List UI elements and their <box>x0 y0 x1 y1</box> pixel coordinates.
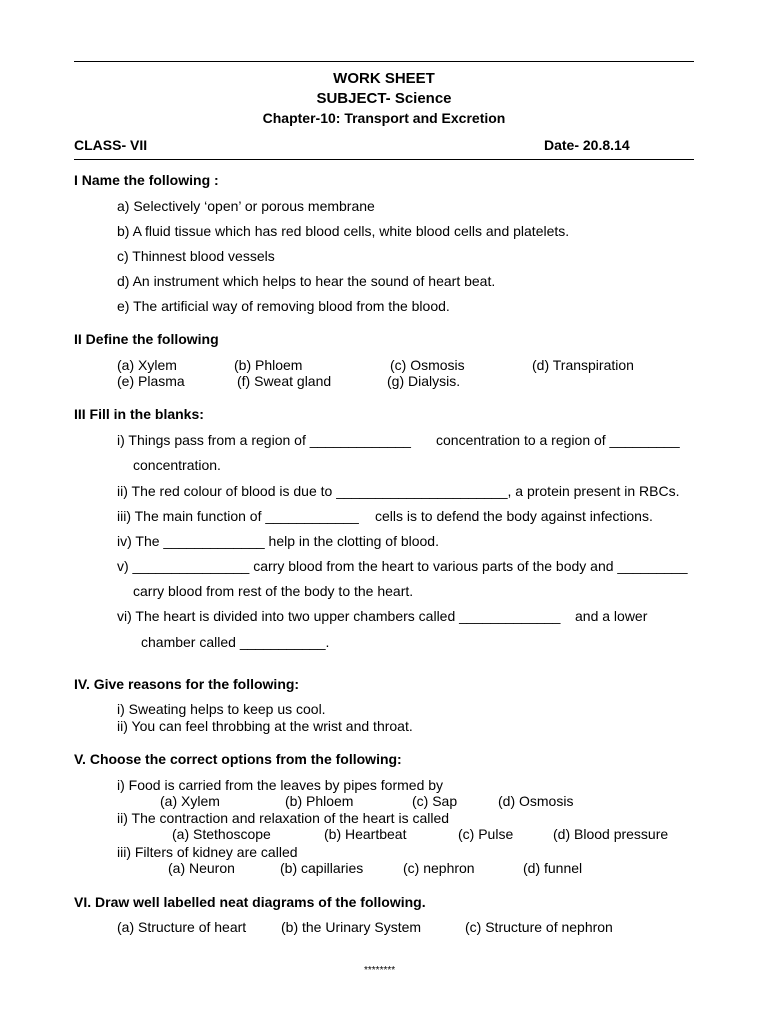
section-3-heading: III Fill in the blanks: <box>74 406 204 422</box>
s5-question-2: ii) The contraction and relaxation of the heart is called <box>117 810 450 826</box>
top-rule <box>74 61 694 62</box>
s6-option: (a) Structure of heart <box>117 919 247 935</box>
subject-line: SUBJECT- Science <box>316 90 452 107</box>
s2-term: (b) Phloem <box>234 357 303 373</box>
s5-question-3: iii) Filters of kidney are called <box>117 844 298 860</box>
s1-item-e: e) The artificial way of removing blood from the blood. <box>117 298 450 314</box>
s3-blank-iii: cells is to defend the body against infections. <box>375 508 653 524</box>
s2-term: (e) Plasma <box>117 373 185 389</box>
s5-option: (a) Xylem <box>160 793 220 809</box>
s3-blank-v: carry blood from rest of the body to the heart. <box>133 583 414 599</box>
worksheet-title: WORK SHEET <box>333 70 435 87</box>
s3-blank-i: i) Things pass from a region of _____________ <box>117 432 411 448</box>
s3-blank-iii: iii) The main function of ____________ <box>117 508 359 524</box>
s4-item: i) Sweating helps to keep us cool. <box>117 701 326 717</box>
s5-option: (d) Osmosis <box>498 793 574 809</box>
s6-option: (b) the Urinary System <box>281 919 422 935</box>
s1-item-b: b) A fluid tissue which has red blood cells, white blood cells and platelets. <box>117 223 570 239</box>
s2-term: (f) Sweat gland <box>237 373 332 389</box>
chapter-line: Chapter-10: Transport and Excretion <box>262 110 506 126</box>
s6-option: (c) Structure of nephron <box>465 919 613 935</box>
s2-term: (g) Dialysis. <box>387 373 461 389</box>
class-label: CLASS- VII <box>74 137 148 153</box>
s3-blank-iv: iv) The _____________ help in the clotting of blood. <box>117 533 439 549</box>
s5-option: (c) Sap <box>412 793 458 809</box>
s5-option: (c) Pulse <box>458 826 514 842</box>
s5-option: (d) funnel <box>523 860 583 876</box>
s2-term: (a) Xylem <box>117 357 177 373</box>
section-5-heading: V. Choose the correct options from the following: <box>74 751 402 767</box>
s5-option: (b) Heartbeat <box>324 826 407 842</box>
s5-option: (b) Phloem <box>285 793 354 809</box>
section-6-heading: VI. Draw well labelled neat diagrams of the following. <box>74 894 426 910</box>
s3-blank-vi: chamber called ___________. <box>141 634 330 650</box>
s2-term: (c) Osmosis <box>390 357 465 373</box>
section-4-heading: IV. Give reasons for the following: <box>74 676 300 692</box>
s5-option: (a) Stethoscope <box>172 826 271 842</box>
header-rule <box>74 159 694 160</box>
section-2-heading: II Define the following <box>74 331 219 347</box>
s3-blank-i: concentration. <box>133 457 221 473</box>
s3-blank-ii: ii) The red colour of blood is due to ______________________, a protein present in RBCs. <box>117 483 680 499</box>
s1-item-c: c) Thinnest blood vessels <box>117 248 275 264</box>
date-label: Date- 20.8.14 <box>544 137 630 153</box>
s5-option: (d) Blood pressure <box>553 826 669 842</box>
s3-blank-vi: and a lower <box>575 608 648 624</box>
section-1-heading: I Name the following : <box>74 172 219 188</box>
s5-option: (c) nephron <box>403 860 475 876</box>
s4-item: ii) You can feel throbbing at the wrist and throat. <box>117 718 413 734</box>
footer-stars: ******** <box>364 965 396 976</box>
s3-blank-vi: vi) The heart is divided into two upper chambers called _____________ <box>117 608 561 624</box>
s5-question-1: i) Food is carried from the leaves by pipes formed by <box>117 777 444 793</box>
s3-blank-i: concentration to a region of _________ <box>436 432 680 448</box>
s1-item-a: a) Selectively ‘open’ or porous membrane <box>117 198 375 214</box>
s5-option: (b) capillaries <box>280 860 364 876</box>
s2-term: (d) Transpiration <box>532 357 634 373</box>
s1-item-d: d) An instrument which helps to hear the sound of heart beat. <box>117 273 496 289</box>
s5-option: (a) Neuron <box>168 860 235 876</box>
s3-blank-v: v) _______________ carry blood from the heart to various parts of the body and _________ <box>117 558 688 574</box>
